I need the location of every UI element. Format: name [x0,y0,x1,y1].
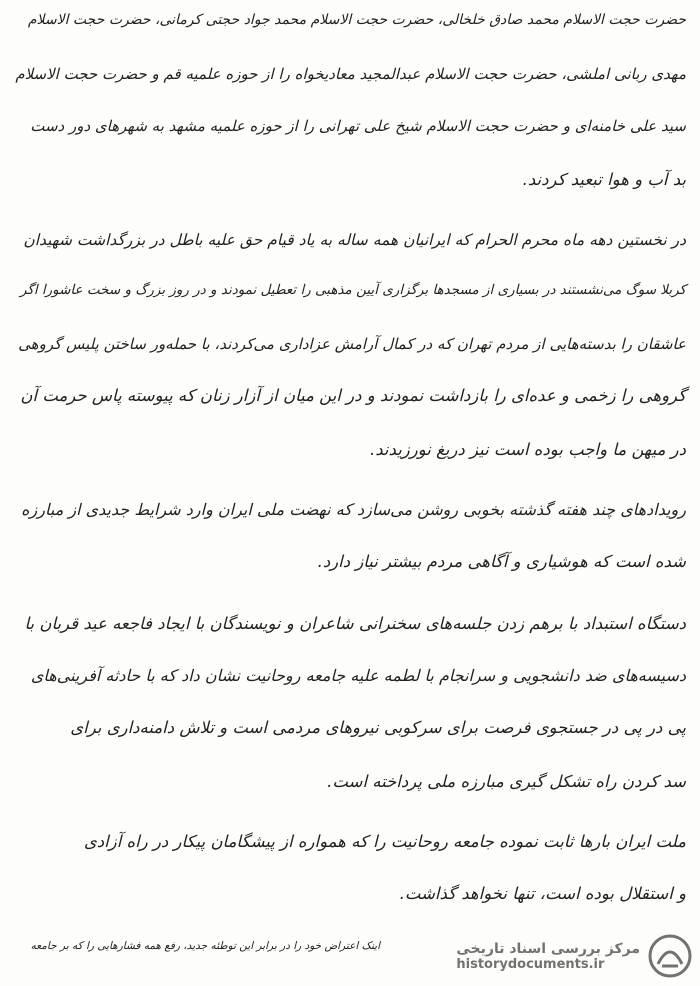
text-line: دستگاه استبداد با برهم زدن جلسه‌های سخنرانی شاعران و نویسندگان با ایجاد فاجعه عید قربان با [24,614,686,633]
text-line: در نخستین دهه ماه محرم الحرام که ایرانیان همه ساله به یاد قیام حق علیه باطل در بزرگداشت شهیدان [23,231,686,249]
text-line: عاشقان را بدسته‌هایی از مردم تهران که در کمال آرامش عزاداری می‌کردند، با حمله‌ور ساختن پلیس گروهی [18,335,686,353]
text-line: گروهی را زخمی و عده‌ای را بازداشت نمودند و در این میان از آزار زنان که پیوسته پاس حرمت آن [20,386,686,405]
text-line: پی در پی در جستجوی فرصت برای سرکوبی نیروهای مردمی است و تلاش دامنه‌داری برای [70,718,686,737]
archive-logo-icon [648,934,692,978]
text-line: کربلا سوگ می‌نشستند در بسیاری از مسجدها برگزاری آیین مذهبی را تعطیل نمودند و در روز بزرگ و سخت عاشورا اگر [19,282,686,298]
text-line: در میهن ما واجب بوده است نیز دریغ نورزیدند. [370,440,686,459]
watermark [392,930,692,982]
text-line: دسیسه‌های ضد دانشجویی و سرانجام با لطمه علیه جامعه روحانیت نشان داد که با حادثه آفرینی‌های [30,666,686,685]
text-line: سید علی خامنه‌ای و حضرت حجت الاسلام شیخ علی تهرانی را از حوزه علمیه مشهد به شهرهای دور دست [30,117,686,135]
text-line: بد آب و هوا تبعید کردند. [522,170,686,189]
text-line: حضرت حجت الاسلام محمد صادق خلخالی، حضرت حجت الاسلام محمد جواد حجتی کرمانی، حضرت حجت الاسلام [27,12,686,28]
text-line: ملت ایران بارها ثابت نموده جامعه روحانیت را که همواره از پیشگامان پیکار در راه آزادی [83,832,686,851]
text-line: سد کردن راه تشکل گیری مبارزه ملی پرداخته است. [327,772,686,791]
text-line: مهدی ربانی املشی، حضرت حجت الاسلام عبدالمجید معادیخواه را از حوزه علمیه قم و حضرت حجت الاسلام [15,65,686,83]
text-line: و استقلال بوده است، تنها نخواهد گذاشت. [399,884,686,903]
text-line: اینک اعتراض خود را در برابر این توطئه جدید، رفع همه فشارهایی را که بر جامعه [30,940,380,952]
watermark-url: historydocuments.ir [456,956,605,972]
watermark-title: مرکز بررسی اسناد تاریخی [456,940,640,957]
text-line: شده است که هوشیاری و آگاهی مردم بیشتر نیاز دارد. [317,552,686,571]
text-line: رویدادهای چند هفته گذشته بخوبی روشن می‌سازد که نهضت ملی ایران وارد شرایط جدیدی از مبارزه [21,500,686,519]
